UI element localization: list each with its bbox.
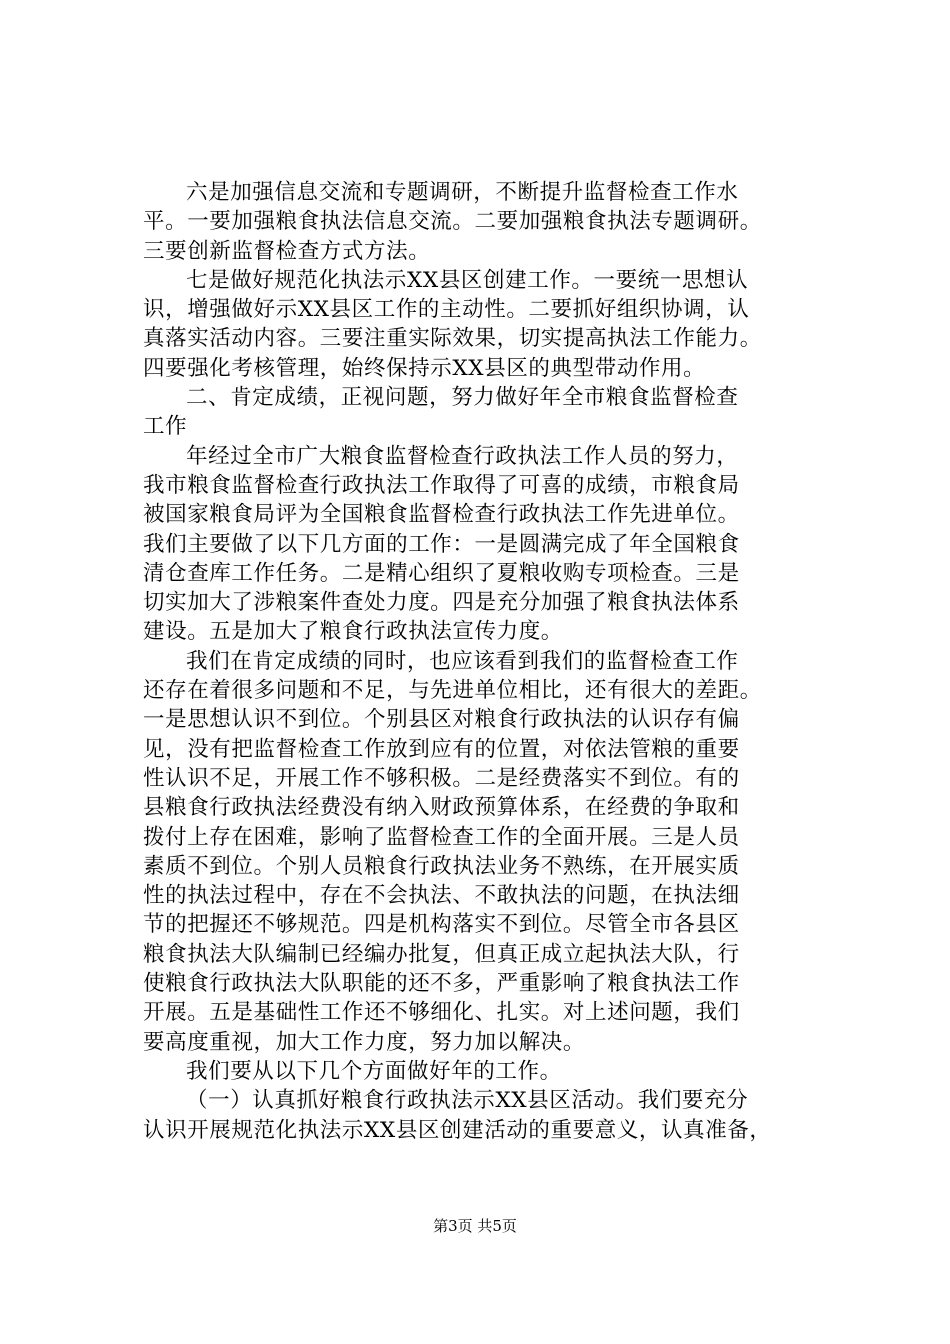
text-line: 平。一要加强粮食执法信息交流。二要加强粮食执法专题调研。 xyxy=(143,209,762,235)
text-line: 年经过全市广大粮食监督检查行政执法工作人员的努力， xyxy=(186,443,739,469)
text-line: （一）认真抓好粮食行政执法示XX县区活动。我们要充分 xyxy=(186,1088,749,1114)
text-line: 节的把握还不够规范。四是机构落实不到位。尽管全市各县区 xyxy=(143,912,740,938)
text-line: 建设。五是加大了粮食行政执法宣传力度。 xyxy=(143,619,563,645)
text-line: 我们要从以下几个方面做好年的工作。 xyxy=(186,1058,562,1084)
text-line: 使粮食行政执法大队职能的还不多，严重影响了粮食执法工作 xyxy=(143,971,740,997)
text-line: 粮食执法大队编制已经编办批复，但真正成立起执法大队，行 xyxy=(143,941,740,967)
page-number-label: 第3页 共5页 xyxy=(433,1217,517,1235)
text-line: 三要创新监督检查方式方法。 xyxy=(143,238,431,264)
text-line: 见，没有把监督检查工作放到应有的位置，对依法管粮的重要 xyxy=(143,736,740,762)
text-line: 四要强化考核管理，始终保持示XX县区的典型带动作用。 xyxy=(143,355,706,381)
text-line: 六是加强信息交流和专题调研，不断提升监督检查工作水 xyxy=(186,180,739,205)
text-line: 拨付上存在困难，影响了监督检查工作的全面开展。三是人员 xyxy=(143,824,740,850)
text-line: 真落实活动内容。三要注重实际效果，切实提高执法工作能力。 xyxy=(143,326,762,352)
text-line: 性的执法过程中，存在不会执法、不敢执法的问题，在执法细 xyxy=(143,883,740,909)
text-line: 一是思想认识不到位。个别县区对粮食行政执法的认识存有偏 xyxy=(143,707,740,733)
page-footer xyxy=(0,1216,950,1236)
text-line: 还存在着很多问题和不足，与先进单位相比，还有很大的差距。 xyxy=(143,678,762,704)
text-line: 要高度重视，加大工作力度，努力加以解决。 xyxy=(143,1029,586,1055)
document-body xyxy=(143,178,833,1145)
text-line: 我市粮食监督检查行政执法工作取得了可喜的成绩，市粮食局 xyxy=(143,472,740,498)
text-line: 识，增强做好示XX县区工作的主动性。二要抓好组织协调，认 xyxy=(143,297,750,323)
text-line: 二、肯定成绩，正视问题，努力做好年全市粮食监督检查 xyxy=(186,385,739,411)
text-line: 我们在肯定成绩的同时，也应该看到我们的监督检查工作 xyxy=(186,648,739,674)
text-line: 切实加大了涉粮案件查处力度。四是充分加强了粮食执法体系 xyxy=(143,590,740,616)
text-line: 性认识不足，开展工作不够积极。二是经费落实不到位。有的 xyxy=(143,765,740,791)
text-line: 认识开展规范化执法示XX县区创建活动的重要意义，认真准备， xyxy=(143,1117,772,1143)
text-line: 开展。五是基础性工作还不够细化、扎实。对上述问题，我们 xyxy=(143,1000,740,1026)
text-line: 被国家粮食局评为全国粮食监督检查行政执法工作先进单位。 xyxy=(143,502,740,528)
text-line: 清仓查库工作任务。二是精心组织了夏粮收购专项检查。三是 xyxy=(143,560,740,586)
text-line: 县粮食行政执法经费没有纳入财政预算体系，在经费的争取和 xyxy=(143,795,740,821)
text-line: 素质不到位。个别人员粮食行政执法业务不熟练，在开展实质 xyxy=(143,853,740,879)
text-line: 工作 xyxy=(143,414,188,440)
text-line: 我们主要做了以下几方面的工作：一是圆满完成了年全国粮食 xyxy=(143,531,740,557)
text-line: 七是做好规范化执法示XX县区创建工作。一要统一思想认 xyxy=(186,267,749,293)
